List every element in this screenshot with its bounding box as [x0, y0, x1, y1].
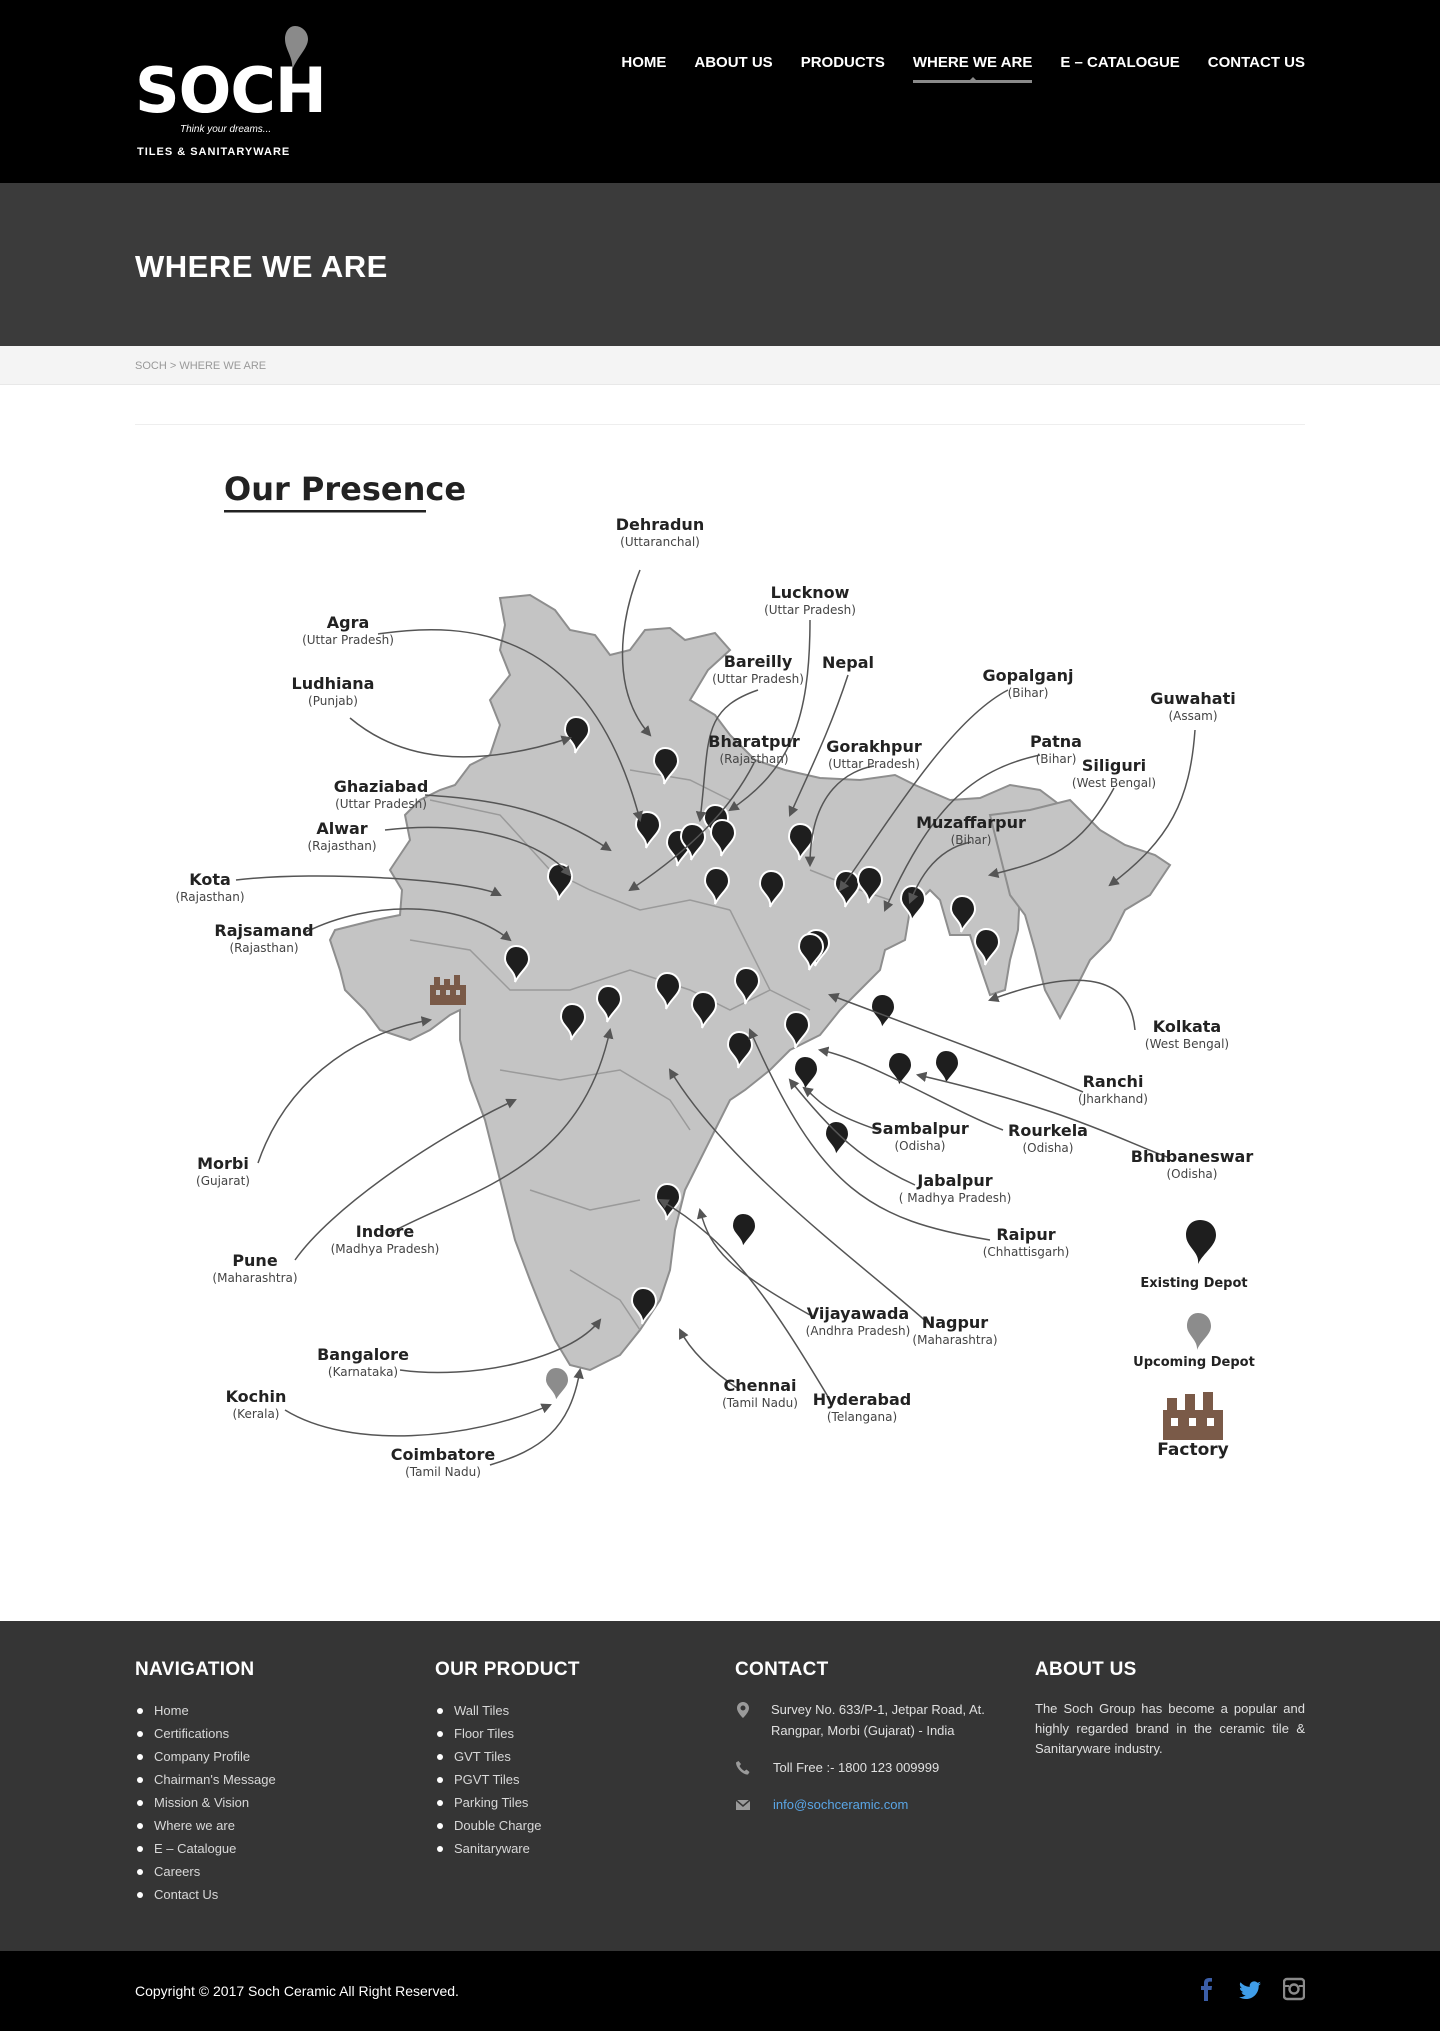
- logo-tagline: Think your dreams...: [180, 124, 272, 135]
- city-state-label: (Maharashtra): [212, 1271, 298, 1285]
- footer-nav-link[interactable]: E – Catalogue: [135, 1837, 276, 1860]
- legend-existing-label: Existing Depot: [1140, 1276, 1248, 1291]
- map-title-underline: [224, 510, 426, 513]
- city-name-label: Vijayawada: [806, 1304, 910, 1323]
- india-map-graphic: [170, 470, 1270, 1500]
- footer-navigation: [135, 1659, 276, 1906]
- footer-nav-link[interactable]: Careers: [135, 1860, 276, 1883]
- nav-home[interactable]: HOME: [621, 54, 667, 71]
- city-state-label: (Bihar): [950, 833, 992, 847]
- city-state-label: (Andhra Pradesh): [805, 1324, 911, 1338]
- footer-nav-link[interactable]: Home: [135, 1699, 276, 1722]
- depot-pin-icon: [794, 1056, 818, 1092]
- city-state-label: (Gujarat): [196, 1174, 250, 1188]
- city-state-label: (Rajasthan): [307, 839, 377, 853]
- footer-product-link[interactable]: Floor Tiles: [435, 1722, 580, 1745]
- presence-map: [170, 470, 1270, 1500]
- legend-factory-icon: [1163, 1392, 1223, 1440]
- footer-about-heading: ABOUT US: [1035, 1659, 1137, 1680]
- contact-phone-row: [735, 1757, 985, 1778]
- city-name-label: Patna: [1030, 732, 1082, 751]
- upcoming-depot-pin-icon: [545, 1367, 569, 1403]
- city-arrow: [285, 1405, 550, 1436]
- legend-existing-pin-icon: [1186, 1220, 1216, 1264]
- city-state-label: (Uttar Pradesh): [302, 633, 394, 647]
- city-arrow: [258, 1020, 430, 1163]
- footer-contact-heading: CONTACT: [735, 1659, 829, 1680]
- footer-product-list: [435, 1699, 580, 1860]
- contact-email-link[interactable]: info@sochceramic.com: [773, 1797, 909, 1812]
- city-name-label: Bareilly: [723, 652, 793, 671]
- city-name-label: Kochin: [225, 1387, 287, 1406]
- footer-product-link[interactable]: GVT Tiles: [435, 1745, 580, 1768]
- city-state-label: (Kerala): [232, 1407, 280, 1421]
- city-name-label: Kota: [189, 870, 231, 889]
- city-state-label: (Telangana): [826, 1410, 898, 1424]
- city-name-label: Coimbatore: [390, 1445, 496, 1464]
- city-name-label: Alwar: [316, 819, 368, 838]
- footer-nav-link[interactable]: Mission & Vision: [135, 1791, 276, 1814]
- social-links: [1195, 1977, 1305, 2001]
- content-divider: [135, 424, 1305, 425]
- city-name-label: Jabalpur: [917, 1171, 993, 1190]
- city-state-label: (Punjab): [308, 694, 358, 708]
- city-name-label: Lucknow: [770, 583, 850, 602]
- city-state-label: (Odisha): [1166, 1167, 1218, 1181]
- contact-address: Survey No. 633/P-1, Jetpar Road, At. Rangpar, Morbi (Gujarat) - India: [771, 1702, 985, 1738]
- city-name-label: Rajsamand: [214, 921, 314, 940]
- city-name-label: Siliguri: [1081, 756, 1147, 775]
- page-title-bar: [0, 183, 1440, 346]
- city-state-label: (Bihar): [1007, 686, 1049, 700]
- breadcrumb[interactable]: SOCH > WHERE WE ARE: [135, 360, 267, 372]
- city-state-label: (Karnataka): [327, 1365, 399, 1379]
- india-outline: [330, 595, 1075, 1370]
- footer-nav-link[interactable]: Contact Us: [135, 1883, 276, 1906]
- footer-nav-link[interactable]: Company Profile: [135, 1745, 276, 1768]
- logo-subtitle: TILES & SANITARYWARE: [137, 146, 291, 158]
- nav-e-catalogue[interactable]: E – CATALOGUE: [1060, 54, 1180, 71]
- city-name-label: Rourkela: [1008, 1121, 1088, 1140]
- city-name-label: Ghaziabad: [333, 777, 429, 796]
- footer-product-heading: OUR PRODUCT: [435, 1659, 580, 1680]
- city-state-label: (Uttar Pradesh): [712, 672, 804, 686]
- city-state-label: (Uttar Pradesh): [335, 797, 427, 811]
- city-name-label: Sambalpur: [871, 1119, 969, 1138]
- legend-upcoming-label: Upcoming Depot: [1133, 1355, 1255, 1370]
- copyright-text: Copyright © 2017 Soch Ceramic All Right Reserved.: [135, 1983, 459, 1999]
- site-header: [0, 0, 1440, 183]
- city-state-label: ( Madhya Pradesh): [898, 1191, 1012, 1205]
- city-state-label: (Tamil Nadu): [405, 1465, 481, 1479]
- city-name-label: Indore: [355, 1222, 415, 1241]
- city-name-label: Kolkata: [1152, 1017, 1222, 1036]
- city-name-label: Nepal: [822, 653, 874, 672]
- nav-contact-us[interactable]: CONTACT US: [1207, 54, 1305, 71]
- city-state-label: (Maharashtra): [912, 1333, 998, 1347]
- city-name-label: Bharatpur: [708, 732, 800, 751]
- city-name-label: Pune: [232, 1251, 278, 1270]
- legend-upcoming-pin-icon: [1187, 1313, 1211, 1350]
- contact-email-row: [735, 1794, 985, 1815]
- city-name-label: Guwahati: [1150, 689, 1236, 708]
- city-arrow: [830, 995, 1083, 1092]
- footer-product-link[interactable]: Double Charge: [435, 1814, 580, 1837]
- depot-pin-icon: [888, 1052, 912, 1088]
- city-state-label: (Odisha): [894, 1139, 946, 1153]
- city-name-label: Ludhiana: [291, 674, 375, 693]
- city-name-label: Muzaffarpur: [916, 813, 1026, 832]
- footer-products: [435, 1659, 580, 1860]
- logo-drop-icon: [282, 26, 308, 70]
- footer-product-link[interactable]: PGVT Tiles: [435, 1768, 580, 1791]
- logo-wordmark: SOCH: [135, 54, 326, 127]
- page-title: WHERE WE ARE: [135, 249, 388, 284]
- footer-product-link[interactable]: Parking Tiles: [435, 1791, 580, 1814]
- footer-product-link[interactable]: Sanitaryware: [435, 1837, 580, 1860]
- contact-toll-free: Toll Free :- 1800 123 009999: [773, 1760, 940, 1775]
- bottom-bar: [0, 1951, 1440, 2031]
- nav-where-we-are[interactable]: WHERE WE ARE: [913, 54, 1032, 83]
- map-pin-icon: [735, 1702, 751, 1718]
- main-navigation: [621, 54, 1305, 83]
- soch-logo[interactable]: [135, 26, 326, 166]
- city-state-label: (Bihar): [1035, 752, 1077, 766]
- city-state-label: (Uttar Pradesh): [828, 757, 920, 771]
- city-name-label: Gopalganj: [982, 666, 1074, 685]
- footer-contact: [735, 1659, 985, 1831]
- city-state-label: (Rajasthan): [719, 752, 789, 766]
- site-footer: [0, 1621, 1440, 1951]
- city-state-label: (Assam): [1168, 709, 1218, 723]
- footer-nav-heading: NAVIGATION: [135, 1659, 255, 1680]
- city-name-label: Gorakhpur: [826, 737, 922, 756]
- nav-about-us[interactable]: ABOUT US: [694, 54, 773, 71]
- city-name-label: Nagpur: [921, 1313, 989, 1332]
- footer-product-link[interactable]: Wall Tiles: [435, 1699, 580, 1722]
- twitter-icon[interactable]: [1239, 1977, 1261, 2001]
- legend-factory-label: Factory: [1157, 1440, 1229, 1460]
- facebook-icon[interactable]: [1195, 1977, 1217, 2001]
- city-name-label: Chennai: [723, 1376, 797, 1395]
- city-name-label: Ranchi: [1082, 1072, 1144, 1091]
- city-state-label: (West Bengal): [1144, 1037, 1230, 1051]
- depot-pin-icon: [732, 1213, 756, 1249]
- city-name-label: Morbi: [197, 1154, 249, 1173]
- envelope-icon: [735, 1797, 751, 1813]
- city-state-label: (Odisha): [1022, 1141, 1074, 1155]
- instagram-icon[interactable]: [1283, 1977, 1305, 2001]
- contact-address-row: [735, 1699, 985, 1741]
- map-legend: [1133, 1220, 1255, 1460]
- city-name-label: Raipur: [996, 1225, 1056, 1244]
- nav-products[interactable]: PRODUCTS: [800, 54, 885, 71]
- city-state-label: (Rajasthan): [175, 890, 245, 904]
- phone-icon: [735, 1760, 751, 1776]
- map-title: Our Presence: [224, 470, 467, 508]
- city-state-label: (Uttar Pradesh): [764, 603, 856, 617]
- footer-nav-link[interactable]: Chairman's Message: [135, 1768, 276, 1791]
- city-state-label: (Jharkhand): [1078, 1092, 1148, 1106]
- city-name-label: Dehradun: [615, 515, 705, 534]
- footer-about: [1035, 1659, 1305, 1759]
- city-state-label: (Tamil Nadu): [722, 1396, 798, 1410]
- city-state-label: (West Bengal): [1071, 776, 1157, 790]
- footer-nav-link[interactable]: Where we are: [135, 1814, 276, 1837]
- city-state-label: (Rajasthan): [229, 941, 299, 955]
- city-state-label: (Uttaranchal): [620, 535, 700, 549]
- city-state-label: (Chhattisgarh): [982, 1245, 1070, 1259]
- city-name-label: Hyderabad: [812, 1390, 912, 1409]
- breadcrumb-bar: [0, 346, 1440, 385]
- city-name-label: Bhubaneswar: [1130, 1147, 1254, 1166]
- footer-about-text: The Soch Group has become a popular and highly regarded brand in the ceramic tile & Sanitaryware industry.: [1035, 1701, 1305, 1756]
- city-state-label: (Madhya Pradesh): [330, 1242, 440, 1256]
- footer-nav-link[interactable]: Certifications: [135, 1722, 276, 1745]
- depot-pin-icon: [825, 1121, 849, 1157]
- footer-nav-list: [135, 1699, 276, 1906]
- city-name-label: Bangalore: [317, 1345, 409, 1364]
- city-name-label: Agra: [326, 613, 370, 632]
